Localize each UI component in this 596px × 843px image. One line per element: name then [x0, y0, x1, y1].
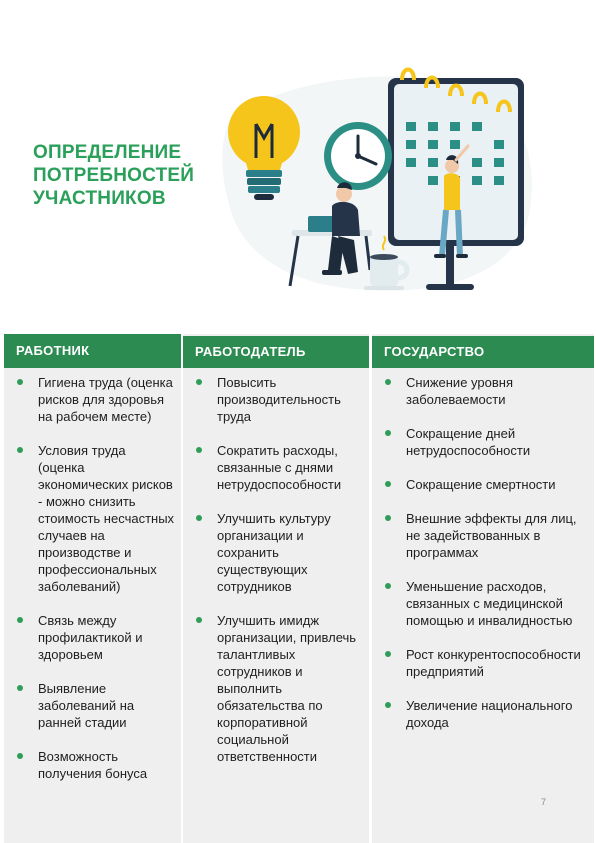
- list-item: [372, 374, 594, 408]
- title-line-1: ОПРЕДЕЛЕНИЕ: [33, 142, 182, 163]
- illustration: [220, 60, 540, 300]
- list-item: [372, 578, 594, 629]
- list-item: [183, 374, 369, 425]
- list-item: [4, 680, 181, 731]
- list-item-text: Повысить производительность труда: [217, 375, 341, 424]
- list-item-text: Сократить расходы, связанные с днями нетрудоспособности: [217, 443, 342, 492]
- bullet-icon: [17, 379, 23, 385]
- list-item-text: Уменьшение расходов, связанных с медицинской помощью и инвалидностью: [406, 579, 573, 628]
- list-item-text: Возможность получения бонуса: [38, 749, 148, 781]
- title-line-2: ПОТРЕБНОСТЕЙ: [33, 165, 195, 186]
- list-item-text: Гигиена труда (оценка рисков для здоровья на рабочем месте): [38, 375, 173, 424]
- employee-list: [4, 368, 181, 782]
- list-item: [372, 697, 594, 731]
- list-item: [4, 374, 181, 425]
- bullet-icon: [196, 515, 202, 521]
- bullet-icon: [17, 753, 23, 759]
- list-item: [372, 476, 594, 493]
- bullet-icon: [385, 515, 391, 521]
- list-item: [183, 442, 369, 493]
- title-line-3: УЧАСТНИКОВ: [33, 188, 166, 209]
- list-item: [183, 612, 369, 765]
- state-list: [372, 368, 594, 731]
- list-item: [4, 748, 181, 782]
- list-item-text: Улучшить имидж организации, привлечь талантливых сотрудников и выполнить обязательства по корпоративной социальной ответственности: [217, 613, 357, 764]
- bullet-icon: [385, 702, 391, 708]
- column-header-employer: РАБОТОДАТЕЛЬ: [183, 336, 369, 368]
- list-item: [183, 510, 369, 595]
- bullet-icon: [196, 617, 202, 623]
- bullet-icon: [385, 583, 391, 589]
- employer-list: [183, 368, 369, 765]
- list-item-text: Снижение уровня заболеваемости: [406, 375, 513, 407]
- bullet-icon: [385, 430, 391, 436]
- list-item-text: Выявление заболеваний на ранней стадии: [38, 681, 135, 730]
- bullet-icon: [385, 379, 391, 385]
- page-title: [33, 141, 233, 210]
- stakeholder-columns: [0, 334, 596, 843]
- clock-icon: [324, 122, 392, 190]
- list-item: [4, 612, 181, 663]
- list-item-text: Рост конкурентоспособности предприятий: [406, 647, 581, 679]
- list-item-text: Внешние эффекты для лиц, не задействованных в программах: [406, 511, 577, 560]
- column-header-employee: РАБОТНИК: [4, 334, 181, 368]
- bullet-icon: [196, 447, 202, 453]
- bullet-icon: [17, 617, 23, 623]
- column-employee: [4, 334, 181, 843]
- list-item: [372, 646, 594, 680]
- list-item: [372, 425, 594, 459]
- bullet-icon: [385, 651, 391, 657]
- list-item-text: Связь между профилактикой и здоровьем: [38, 613, 143, 662]
- list-item-text: Сокращение смертности: [406, 477, 556, 492]
- column-state: [372, 334, 594, 843]
- bullet-icon: [17, 685, 23, 691]
- list-item-text: Улучшить культуру организации и сохранить существующих сотрудников: [217, 511, 331, 594]
- list-item: [372, 510, 594, 561]
- page-number: 7: [541, 797, 547, 807]
- bullet-icon: [196, 379, 202, 385]
- column-employer: [183, 334, 369, 843]
- list-item-text: Сокращение дней нетрудоспособности: [406, 426, 531, 458]
- list-item-text: Увеличение национального дохода: [406, 698, 573, 730]
- column-header-state: ГОСУДАРСТВО: [372, 336, 594, 368]
- list-item-text: Условия труда (оценка экономических рисков - можно снизить стоимость несчастных случаев на производстве и профессиональных заболеваний): [38, 443, 175, 594]
- bullet-icon: [17, 447, 23, 453]
- list-item: [4, 442, 181, 595]
- bullet-icon: [385, 481, 391, 487]
